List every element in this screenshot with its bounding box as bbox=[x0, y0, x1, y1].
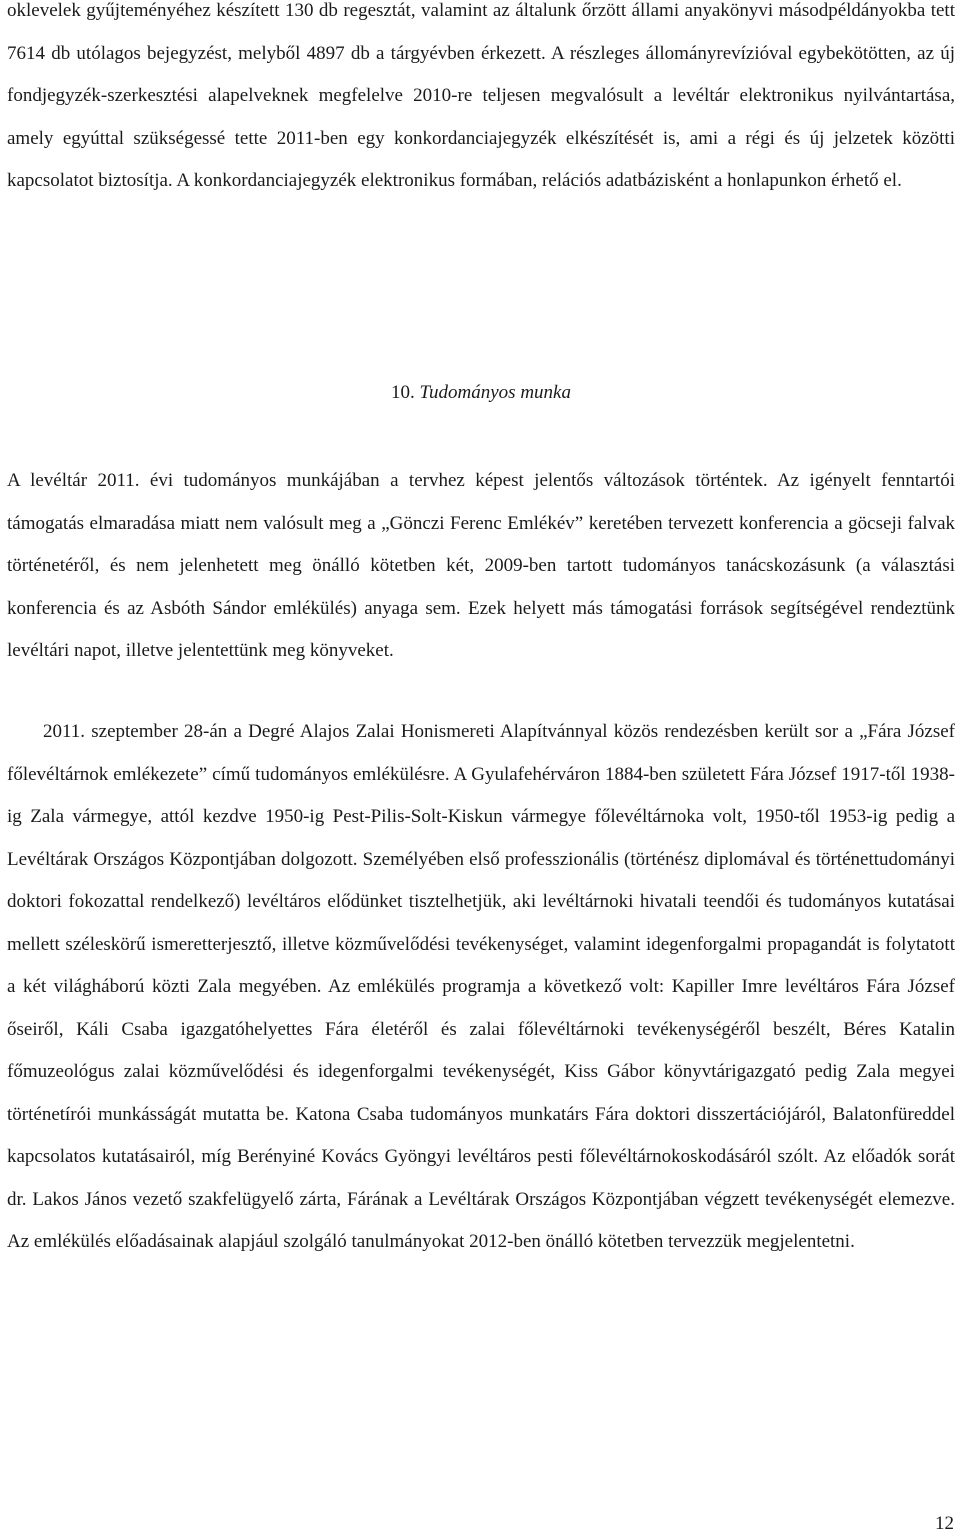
section-number: 10. bbox=[391, 382, 415, 403]
body-paragraph: 2011. szeptember 28-án a Degré Alajos Zalai Honismereti Alapítvánnyal közös rendezésben került sor a „Fára József főlevéltárnok emlékezete” című tudományos emlékülésre. A Gyulafehérváron 1884-ben született Fára József 1917-től 1938-ig Zala vármegye, attól kezdve 1950-ig Pest-Pilis-Solt-Kiskun vármegye főlevéltárnoka volt, 1950-től 1953-ig pedig a Levéltárak Országos Központjában dolgozott. Személyében első professzionális (történész diplomával és történettudományi doktori fokozattal rendelkező) levéltáros elődünket tisztelhetjük, aki levéltárnoki hivatali teendői és tudományos kutatásai mellett széleskörű ismeretterjesztő, illetve közművelődési tevékenységet, valamint idegenforgalmi propagandát is folytatott a két világháború közti Zala megyében. Az emlékülés programja a következő volt: Kapiller Imre levéltáros Fára József őseiről, Káli Csaba igazgatóhelyettes Fára életéről és zalai főlevéltárnoki tevékenységéről beszélt, Béres Katalin főmuzeológus zalai közművelődési és idegenforgalmi tevékenységét, Kiss Gábor könyvtárigazgató pedig Zala megyei történetírói munkásságát mutatta be. Katona Csaba tudományos munkatárs Fára doktori disszertációjáról, Balatonfüreddel kapcsolatos kutatásairól, míg Berényiné Kovács Gyöngyi levéltáros pesti főlevéltárnokoskodásáról szólt. Az előadók sorát dr. Lakos János vezető szakfelügyelő zárta, Fárának a Levéltárak Országos Központjában végzett tevékenységét elemezve. Az emlékülés előadásainak alapjául szolgáló tanulmányokat 2012-ben önálló kötetben tervezzük megjelentetni. bbox=[7, 721, 955, 1252]
page-number: 12 bbox=[935, 1513, 954, 1534]
section-title: Tudományos munka bbox=[419, 382, 571, 403]
section-heading bbox=[7, 372, 955, 414]
body-paragraph: oklevelek gyűjteményéhez készített 130 db regesztát, valamint az általunk őrzött állami anyakönyvi másodpéldányokba tett 7614 db utólagos bejegyzést, melyből 4897 db a tárgyévben érkezett. A részleges állományrevízióval egybekötötten, az új fondjegyzék-szerkesztési alapelveknek megfelelve 2010-re teljesen megvalósult a levéltár elektronikus nyilvántartása, amely egyúttal szükségessé tette 2011-ben egy konkordanciajegyzék elkészítését is, ami a régi és új jelzetek közötti kapcsolatot biztosítja. A konkordanciajegyzék elektronikus formában, relációs adatbázisként a honlapunkon érhető el. bbox=[7, 0, 955, 191]
body-paragraph: A levéltár 2011. évi tudományos munkájában a tervhez képest jelentős változások történtek. Az igényelt fenntartói támogatás elmaradása miatt nem valósult meg a „Gönczi Ferenc Emlékév” keretében tervezett konferencia a göcseji falvak történetéről, és nem jelenhetett meg önálló kötetben két, 2009-ben tartott tudományos tanácskozásunk (a választási konferencia és az Asbóth Sándor emlékülés) anyaga sem. Ezek helyett más támogatási források segítségével rendeztünk levéltári napot, illetve jelentettünk meg könyveket. bbox=[7, 470, 955, 661]
